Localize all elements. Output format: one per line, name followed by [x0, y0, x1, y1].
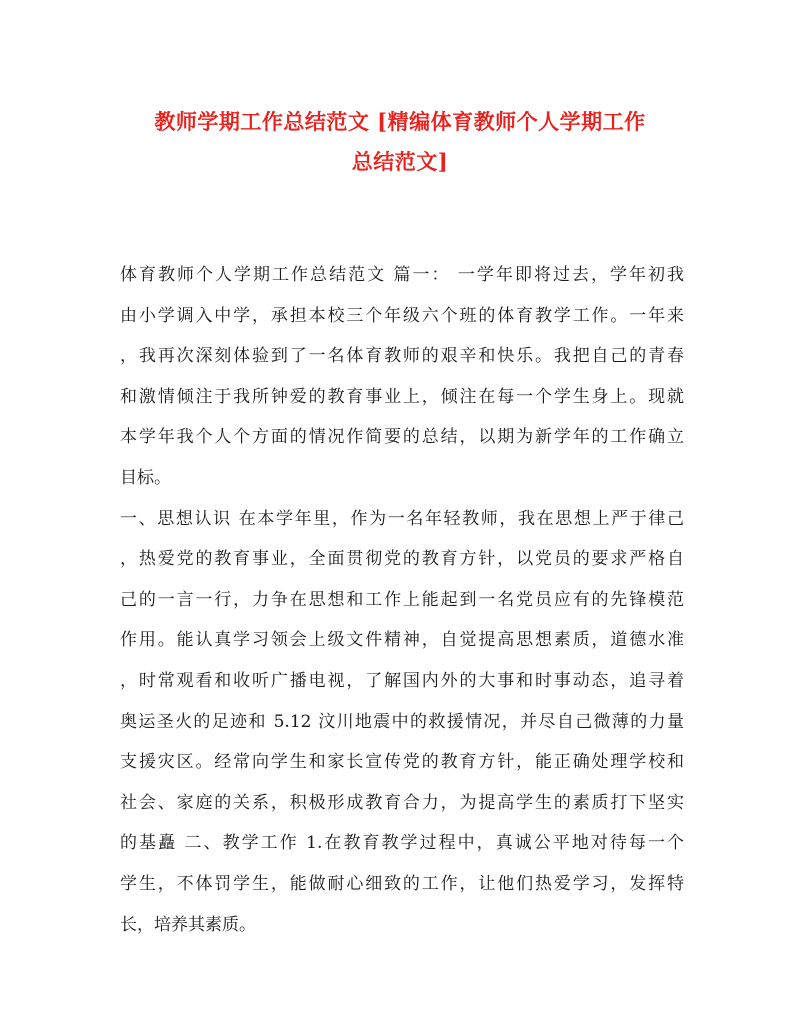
body-line-15: 的基矗 二、教学工作 1.在教育教学过程中，真诚公平地对待每一个	[120, 833, 684, 854]
body-line-14: 社会、家庭的关系，积极形成教育合力，为提高学生的素质打下坚实	[120, 792, 684, 813]
body-line-3: ，我再次深刻体验到了一名体育教师的艰辛和快乐。我把自己的青春	[120, 346, 684, 367]
body-line-10: 作用。能认真学习领会上级文件精神，自觉提高思想素质，道德水准	[120, 630, 684, 651]
body-line-17: 长，培养其素质。	[120, 914, 256, 935]
body-line-8: ，热爱党的教育事业，全面贯彻党的教育方针，以党员的要求严格自	[120, 549, 684, 570]
document-title	[100, 102, 700, 182]
title-line-2: 总结范文]	[351, 149, 449, 174]
document-body	[120, 255, 684, 945]
body-line-4: 和激情倾注于我所钟爱的教育事业上，倾注在每一个学生身上。现就	[120, 386, 684, 407]
body-line-11: ，时常观看和收听广播电视，了解国内外的大事和时事动态，追寻着	[120, 670, 684, 691]
body-line-6: 目标。	[120, 467, 171, 488]
body-line-12: 奥运圣火的足迹和 5.12 汶川地震中的救援情况，并尽自己微薄的力量	[120, 711, 684, 732]
title-line-1: 教师学期工作总结范文 [精编体育教师个人学期工作	[154, 109, 646, 134]
body-line-16: 学生，不体罚学生，能做耐心细致的工作，让他们热爱学习，发挥特	[120, 873, 684, 894]
body-line-2: 由小学调入中学，承担本校三个年级六个班的体育教学工作。一年来	[120, 305, 684, 326]
body-line-5: 本学年我个人个方面的情况作简要的总结，以期为新学年的工作确立	[120, 427, 684, 448]
body-line-13: 支援灾区。经常向学生和家长宣传党的教育方针，能正确处理学校和	[120, 752, 684, 773]
body-line-7: 一、思想认识 在本学年里，作为一名年轻教师，我在思想上严于律己	[120, 508, 684, 529]
body-line-1: 体育教师个人学期工作总结范文 篇一： 一学年即将过去，学年初我	[120, 265, 684, 285]
body-line-9: 己的一言一行，力争在思想和工作上能起到一名党员应有的先锋模范	[120, 589, 684, 610]
